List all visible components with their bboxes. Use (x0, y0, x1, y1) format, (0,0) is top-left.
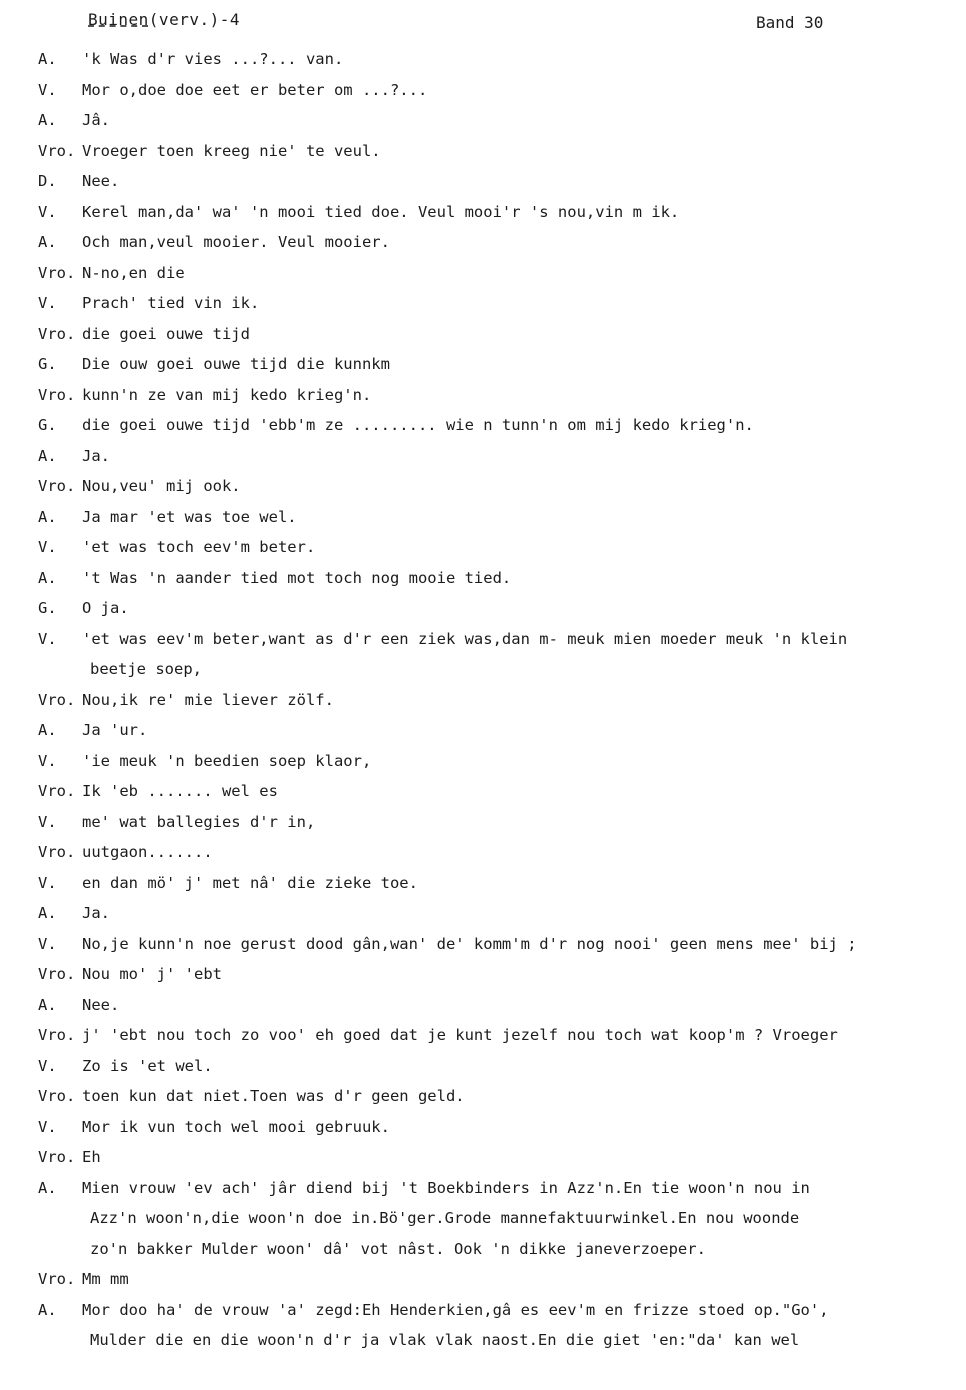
transcript-line (0, 166, 966, 197)
transcript-line (0, 258, 966, 289)
speaker-label: A. (38, 721, 57, 739)
speaker-label: Vro. (38, 385, 76, 404)
transcript-line (0, 136, 966, 167)
speaker-label: G. (38, 355, 57, 373)
transcript-line (0, 1203, 966, 1234)
utterance-continuation: beetje soep, (90, 660, 202, 678)
utterance-text: N-no,en die (82, 263, 185, 282)
speaker-label: Vro. (38, 843, 76, 861)
transcript-line (0, 532, 966, 563)
speaker-label: Vro. (38, 141, 76, 160)
utterance-text: Ja. (82, 904, 110, 922)
utterance-text: Nee. (82, 172, 120, 190)
speaker-label: A. (38, 233, 57, 251)
speaker-label: A. (38, 111, 57, 129)
speaker-label: Vro. (38, 965, 76, 983)
utterance-text: Nou,ik re' mie liever zölf. (82, 690, 334, 709)
transcript-lines (0, 44, 966, 1356)
transcript-line (0, 1051, 966, 1082)
utterance-continuation: Mulder die en die woon'n d'r ja vlak vlak naost.En die giet 'en:"da' kan wel (90, 1331, 800, 1349)
utterance-text: kunn'n ze van mij kedo krieg'n. (82, 385, 372, 404)
speaker-label: V. (38, 294, 57, 312)
speaker-label: A. (38, 904, 57, 922)
utterance-continuation: zo'n bakker Mulder woon' dâ' vot nâst. Ook 'n dikke janeverzoeper. (90, 1239, 706, 1258)
transcript-line (0, 898, 966, 929)
utterance-text: Jâ. (82, 111, 110, 129)
transcript-line (0, 654, 966, 685)
speaker-label: A. (38, 50, 57, 68)
speaker-label: V. (38, 80, 57, 99)
utterance-text: Mor ik vun toch wel mooi gebruuk. (82, 1117, 390, 1136)
transcript-line (0, 471, 966, 502)
utterance-text: j' 'ebt nou toch zo voo' eh goed dat je kunt jezelf nou toch wat koop'm ? Vroeger (82, 1026, 838, 1044)
transcript-line (0, 563, 966, 594)
utterance-text: Nou,veu' mij ook. (82, 477, 241, 495)
title-place: Buinen (88, 10, 149, 29)
utterance-text: uutgaon....... (82, 843, 213, 861)
utterance-text: O ja. (82, 599, 129, 617)
transcript-line (0, 1264, 966, 1295)
transcript-line (0, 624, 966, 655)
utterance-text: Kerel man,da' wa' 'n mooi tied doe. Veul mooi'r 's nou,vin m ik. (82, 202, 680, 221)
transcript-line (0, 868, 966, 899)
speaker-label: V. (38, 873, 57, 892)
speaker-label: Vro. (38, 324, 76, 343)
transcript-line (0, 319, 966, 350)
speaker-label: V. (38, 934, 57, 953)
utterance-text: 't Was 'n aander tied mot toch nog mooie tied. (82, 568, 512, 587)
transcript-line (0, 746, 966, 777)
speaker-label: A. (38, 568, 57, 587)
speaker-label: V. (38, 812, 57, 831)
speaker-label: V. (38, 1056, 57, 1075)
utterance-text: Mien vrouw 'ev ach' jâr diend bij 't Boekbinders in Azz'n.En tie woon'n nou in (82, 1178, 810, 1197)
utterance-text: me' wat ballegies d'r in, (82, 812, 316, 831)
title-suffix: (verv.)-4 (148, 10, 240, 29)
transcript-line (0, 1142, 966, 1173)
speaker-label: Vro. (38, 263, 76, 282)
utterance-text: Ja. (82, 446, 110, 465)
speaker-label: A. (38, 995, 57, 1014)
speaker-label: A. (38, 507, 57, 526)
speaker-label: A. (38, 446, 57, 465)
utterance-text: Ja mar 'et was toe wel. (82, 507, 297, 526)
utterance-text: 'et was toch eev'm beter. (82, 538, 316, 556)
transcript-line (0, 1112, 966, 1143)
speaker-label: Vro. (38, 690, 76, 709)
utterance-text: Die ouw goei ouwe tijd die kunnkm (82, 355, 390, 373)
speaker-label: Vro. (38, 1148, 76, 1166)
utterance-text: Mm mm (82, 1270, 129, 1288)
speaker-label: Vro. (38, 1087, 76, 1105)
speaker-label: Vro. (38, 1026, 76, 1044)
transcript-line (0, 776, 966, 807)
utterance-text: Zo is 'et wel. (82, 1056, 213, 1075)
transcript-line (0, 929, 966, 960)
utterance-text: Mor o,doe doe eet er beter om ...?... (82, 80, 428, 99)
utterance-text: Ik 'eb ....... wel es (82, 782, 278, 800)
transcript-line (0, 441, 966, 472)
transcript-line (0, 1295, 966, 1326)
transcript-line (0, 990, 966, 1021)
speaker-label: Vro. (38, 477, 76, 495)
utterance-text: 'ie meuk 'n beedien soep klaor, (82, 751, 372, 770)
utterance-text: en dan mö' j' met nâ' die zieke toe. (82, 873, 418, 892)
speaker-label: A. (38, 1300, 57, 1319)
transcript-line (0, 105, 966, 136)
speaker-label: A. (38, 1178, 57, 1197)
utterance-text: Prach' tied vin ik. (82, 294, 260, 312)
transcript-line (0, 380, 966, 411)
page-title (88, 10, 240, 29)
utterance-text: Och man,veul mooier. Veul mooier. (82, 233, 390, 251)
transcript-line (0, 1234, 966, 1265)
speaker-label: G. (38, 416, 57, 434)
utterance-text: Nou mo' j' 'ebt (82, 965, 222, 983)
speaker-label: V. (38, 1117, 57, 1136)
transcript-line (0, 807, 966, 838)
speaker-label: D. (38, 172, 57, 190)
transcript-line (0, 288, 966, 319)
speaker-label: V. (38, 629, 57, 648)
speaker-label: Vro. (38, 782, 76, 800)
speaker-label: V. (38, 538, 57, 556)
transcript-line (0, 1325, 966, 1356)
speaker-label: V. (38, 202, 57, 221)
transcript-line (0, 715, 966, 746)
utterance-text: toen kun dat niet.Toen was d'r geen geld. (82, 1087, 465, 1105)
transcript-line (0, 227, 966, 258)
transcript-line (0, 75, 966, 106)
utterance-text: 'et was eev'm beter,want as d'r een ziek was,dan m- meuk mien moeder meuk 'n klein (82, 629, 848, 648)
transcript-line (0, 44, 966, 75)
transcript-line (0, 197, 966, 228)
utterance-text: Vroeger toen kreeg nie' te veul. (82, 141, 381, 160)
speaker-label: G. (38, 599, 57, 617)
transcript-line (0, 685, 966, 716)
utterance-text: Nee. (82, 995, 120, 1014)
utterance-text: Eh (82, 1148, 101, 1166)
transcript-line (0, 349, 966, 380)
utterance-text: Ja 'ur. (82, 721, 148, 739)
transcript-line (0, 959, 966, 990)
utterance-text: 'k Was d'r vies ...?... van. (82, 50, 344, 68)
utterance-text: Mor doo ha' de vrouw 'a' zegd:Eh Henderkien,gâ es eev'm en frizze stoed op."Go', (82, 1300, 829, 1319)
transcript-line (0, 593, 966, 624)
transcript-line (0, 1081, 966, 1112)
transcript-line (0, 1173, 966, 1204)
speaker-label: V. (38, 751, 57, 770)
transcript-line (0, 410, 966, 441)
utterance-text: No,je kunn'n noe gerust dood gân,wan' de' komm'm d'r nog nooi' geen mens mee' bij ; (82, 934, 857, 953)
utterance-text: die goei ouwe tijd 'ebb'm ze ......... wie n tunn'n om mij kedo krieg'n. (82, 416, 754, 434)
transcript-line (0, 837, 966, 868)
transcript-line (0, 1020, 966, 1051)
utterance-text: die goei ouwe tijd (82, 324, 250, 343)
utterance-continuation: Azz'n woon'n,die woon'n doe in.Bö'ger.Grode mannefaktuurwinkel.En nou woonde (90, 1209, 800, 1227)
transcript-line (0, 502, 966, 533)
band-label: Band 30 (756, 13, 824, 32)
speaker-label: Vro. (38, 1270, 76, 1288)
